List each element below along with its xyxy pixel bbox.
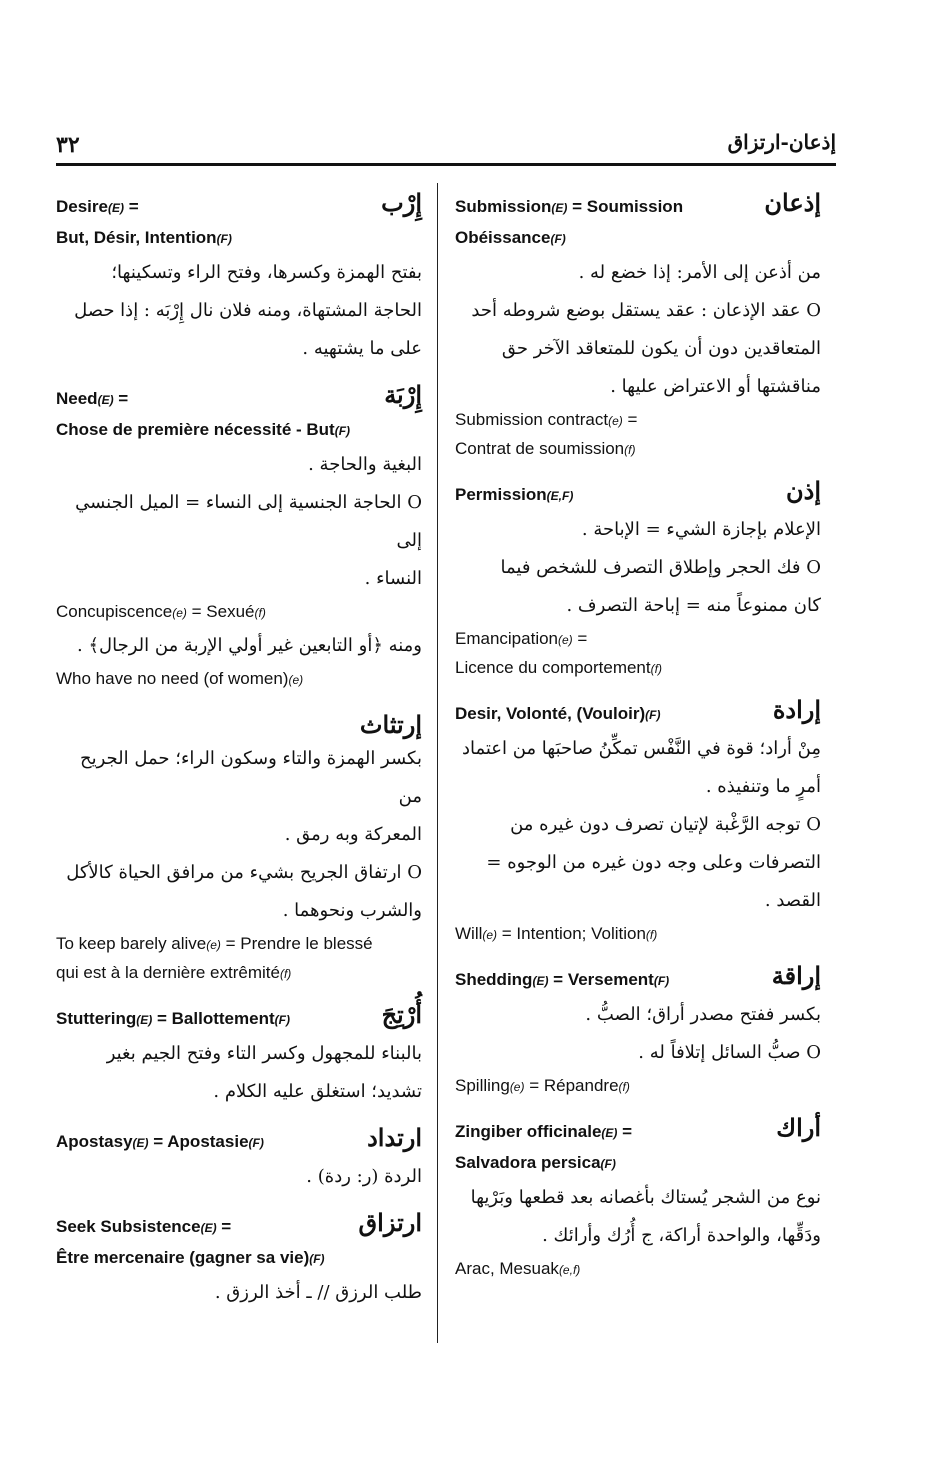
entry-headword: ارتزاق xyxy=(358,1208,422,1237)
entry-translation: Salvadora persica(F) xyxy=(455,1153,616,1172)
entry-term-note: Contrat de soumission(f) xyxy=(455,439,636,458)
entry-translation: Chose de première nécessité - But(F) xyxy=(56,420,351,439)
entry-definition-line: بكسر الهمزة والتاء وسكون الراء؛ حمل الجريح من xyxy=(79,748,422,807)
entry-headword: إذعان xyxy=(764,188,821,217)
entry-definition-line: بكسر ففتح مصدر أراق؛ الصبُّ . xyxy=(585,1004,821,1025)
entry-definition-line: مناقشتها أو الاعتراض عليها . xyxy=(610,376,821,397)
entry-definition-line: البغية والحاجة . xyxy=(308,454,422,475)
entry-translation: Seek Subsistence(E) = xyxy=(56,1217,232,1236)
entry-definition-line: بفتح الهمزة وكسرها، وفتح الراء وتسكينها؛ xyxy=(111,262,422,283)
entry-definition-line: O الحاجة الجنسية إلى النساء = الميل الجنسي إلى xyxy=(75,492,422,551)
entry-translation: Zingiber officinale(E) = xyxy=(455,1122,633,1141)
entry-definition-line: ودَقِّها، والواحدة أراكة، ج أُرُك وأرائك . xyxy=(542,1225,821,1246)
entry-translation: Desire(E) = xyxy=(56,197,139,216)
entry-head xyxy=(455,188,821,254)
entry-head xyxy=(455,476,821,511)
dictionary-entry xyxy=(455,961,821,1101)
entry-term-note: Will(e) = Intention; Volition(f) xyxy=(455,924,658,943)
entry-head xyxy=(56,1000,422,1035)
entry-definition-line: الحاجة المشتهاة، ومنه فلان نال إِرْبَه : إذا حصل xyxy=(74,300,422,321)
entry-head xyxy=(56,1208,422,1274)
entry-headword: إذن xyxy=(786,476,821,505)
dictionary-entry xyxy=(455,1113,821,1284)
entry-term-note: Spilling(e) = Répandre(f) xyxy=(455,1076,630,1095)
entry-definition-line: الإعلام بإجازة الشيء = الإباحة . xyxy=(581,519,821,540)
dictionary-entry xyxy=(56,1208,422,1312)
dictionary-entry xyxy=(56,1123,422,1196)
entry-term-note: To keep barely alive(e) = Prendre le blessé xyxy=(56,934,373,953)
entry-definition-line: طلب الرزق // ـ أخذ الرزق . xyxy=(214,1282,422,1303)
entry-definition-line: التصرفات وعلى وجه دون غيره من الوجوه = xyxy=(486,852,821,873)
entry-term-note: Concupiscence(e) = Sexué(f) xyxy=(56,602,266,621)
entry-term-note: Emancipation(e) = xyxy=(455,629,588,648)
right-column xyxy=(455,188,821,1300)
entry-headword: ارتداد xyxy=(367,1123,422,1152)
entry-term-note: Who have no need (of women)(e) xyxy=(56,669,304,688)
entry-translation: Shedding(E) = Versement(F) xyxy=(455,970,670,989)
entry-headword: إرادة xyxy=(772,695,821,724)
entry-definition-line: O توجه الرَّغْبة لإتيان تصرف دون غيره من xyxy=(510,814,821,835)
column-divider xyxy=(437,183,438,1343)
entry-translation: Être mercenaire (gagner sa vie)(F) xyxy=(56,1248,325,1267)
entry-headword: أُرْتِجَ xyxy=(381,1000,422,1029)
entry-headword: إرتثاث xyxy=(359,710,422,739)
entry-headword: أراك xyxy=(776,1113,821,1142)
entry-translation: Need(E) = xyxy=(56,389,129,408)
entry-translation: Submission(E) = Soumission xyxy=(455,197,684,216)
entry-definition-line: نوع من الشجر يُستاك بأغصانه بعد قطعها وبَرْيها xyxy=(470,1187,821,1208)
entry-translation: Apostasy(E) = Apostasie(F) xyxy=(56,1132,264,1151)
entry-definition-line: أمرٍ ما وتنفيذه . xyxy=(705,776,821,797)
entry-definition-line: O عقد الإذعان : عقد يستقل بوضع شروطه أحد xyxy=(471,300,821,321)
dictionary-entry xyxy=(455,695,821,949)
entry-translation: Permission(E,F) xyxy=(455,485,574,504)
running-head: إذعان-ارتزاق xyxy=(727,130,836,154)
entry-definition-line: تشديد؛ استغلق عليه الكلام . xyxy=(213,1081,422,1102)
dictionary-entry xyxy=(56,1000,422,1111)
entry-head xyxy=(56,1123,422,1158)
entry-term-note: Arac, Mesuak(e,f) xyxy=(455,1259,581,1278)
entry-translation: Obéissance(F) xyxy=(455,228,566,247)
entry-term-note: Licence du comportement(f) xyxy=(455,658,662,677)
entry-definition-line: بالبناء للمجهول وكسر التاء وفتح الجيم بغير xyxy=(106,1043,422,1064)
entry-definition-line: ومنه ﴿أو التابعين غير أولي الإربة من الرجال﴾ . xyxy=(77,635,422,656)
entry-headword: إراقة xyxy=(771,961,821,990)
entry-head xyxy=(56,380,422,446)
entry-head xyxy=(56,710,422,740)
header-rule xyxy=(56,163,836,166)
entry-definition-line: O صبُّ السائل إتلافاً له . xyxy=(638,1042,821,1063)
left-column xyxy=(56,188,422,1328)
entry-headword: إِرْب xyxy=(381,188,422,217)
entry-term-note: Submission contract(e) = xyxy=(455,410,638,429)
entry-definition-line: الردة (ر: ردة) . xyxy=(306,1166,422,1187)
entry-head xyxy=(455,695,821,730)
entry-translation: But, Désir, Intention(F) xyxy=(56,228,232,247)
dictionary-entry xyxy=(455,188,821,464)
page-number: ٣٢ xyxy=(56,132,80,158)
entry-translation: Desir, Volonté, (Vouloir)(F) xyxy=(455,704,661,723)
entry-definition-line: على ما يشتهيه . xyxy=(302,338,422,359)
dictionary-entry xyxy=(56,188,422,368)
dictionary-entry xyxy=(56,380,422,694)
entry-translation: Stuttering(E) = Ballottement(F) xyxy=(56,1009,290,1028)
entry-definition-line: O ارتفاق الجريح بشيء من مرافق الحياة كالأكل xyxy=(66,862,422,883)
entry-definition-line: المعركة وبه رمق . xyxy=(284,824,422,845)
dictionary-entry xyxy=(455,476,821,683)
entry-head xyxy=(56,188,422,254)
entry-head xyxy=(455,1113,821,1179)
entry-headword: إِرْبَة xyxy=(384,380,422,409)
entry-definition-line: O فك الحجر وإطلاق التصرف للشخص فيما xyxy=(500,557,821,578)
entry-definition-line: مِنْ أراد؛ قوة في النَّفْس تمكِّنُ صاحبَها من اعتماد xyxy=(461,738,821,759)
page-header xyxy=(56,130,836,164)
dictionary-entry xyxy=(56,710,422,988)
entry-term-note: qui est à la dernière extrêmité(f) xyxy=(56,963,292,982)
entry-definition-line: النساء . xyxy=(364,568,422,589)
entry-definition-line: كان ممنوعاً منه = إباحة التصرف . xyxy=(566,595,821,616)
entry-head xyxy=(455,961,821,996)
entry-definition-line: القصد . xyxy=(764,890,821,911)
entry-definition-line: المتعاقدين دون أن يكون للمتعاقد الآخر حق xyxy=(501,338,821,359)
entry-definition-line: والشرب ونحوهما . xyxy=(282,900,422,921)
entry-definition-line: من أذعن إلى الأمر: إذا خضع له . xyxy=(578,262,821,283)
